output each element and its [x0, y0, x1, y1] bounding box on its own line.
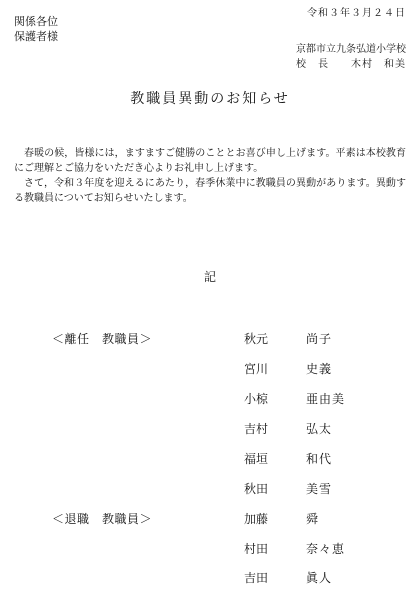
staff-given-name: 舜 [306, 512, 320, 526]
staff-surname: 秋元 [244, 332, 269, 346]
ki-mark: 記 [203, 270, 216, 284]
staff-given-name: 美雪 [306, 482, 333, 496]
body-paragraph: さて，令和３年度を迎えるにあたり，春季休業中に教職員の異動があります。異動する教職員についてお知らせいたします。 [14, 178, 406, 204]
staff-given-name: 和代 [306, 452, 333, 466]
document-title: 教職員異動のお知らせ [130, 91, 290, 107]
body-text [14, 146, 406, 206]
staff-given-name: 尚子 [306, 332, 333, 346]
recipient-line: 保護者様 [14, 30, 58, 43]
staff-surname: 宮川 [244, 362, 269, 376]
staff-surname: 福垣 [244, 452, 269, 466]
recipient-line: 関係各位 [14, 15, 58, 28]
section-label-transfer: ＜離任 教職員＞ [52, 332, 153, 346]
staff-given-name: 眞人 [306, 571, 333, 585]
section-label-retirement: ＜退職 教職員＞ [52, 512, 153, 526]
issue-date: 令和３年３月２４日 [307, 8, 406, 19]
staff-given-name: 奈々恵 [306, 542, 346, 556]
recipients [14, 14, 58, 44]
staff-surname: 小椋 [244, 392, 269, 406]
staff-given-name: 弘太 [306, 422, 333, 436]
school-name: 京都市立九条弘道小学校 [296, 44, 406, 55]
principal-line [296, 57, 406, 72]
body-paragraph: 春暖の候，皆様には，ますますご健勝のこととお喜び申し上げます。平素は本校教育にご理解とご協力をいただき心よりお礼申し上げます。 [14, 148, 406, 174]
staff-surname: 吉田 [244, 571, 269, 585]
principal-title: 校 長 [296, 59, 329, 70]
staff-given-name: 史義 [306, 362, 333, 376]
staff-surname: 村田 [244, 542, 269, 556]
sender-block [296, 42, 406, 72]
principal-name: 木村 和美 [351, 59, 406, 70]
staff-surname: 吉村 [244, 422, 269, 436]
staff-surname: 加藤 [244, 512, 269, 526]
staff-given-name: 亜由美 [306, 392, 346, 406]
staff-surname: 秋田 [244, 482, 269, 496]
